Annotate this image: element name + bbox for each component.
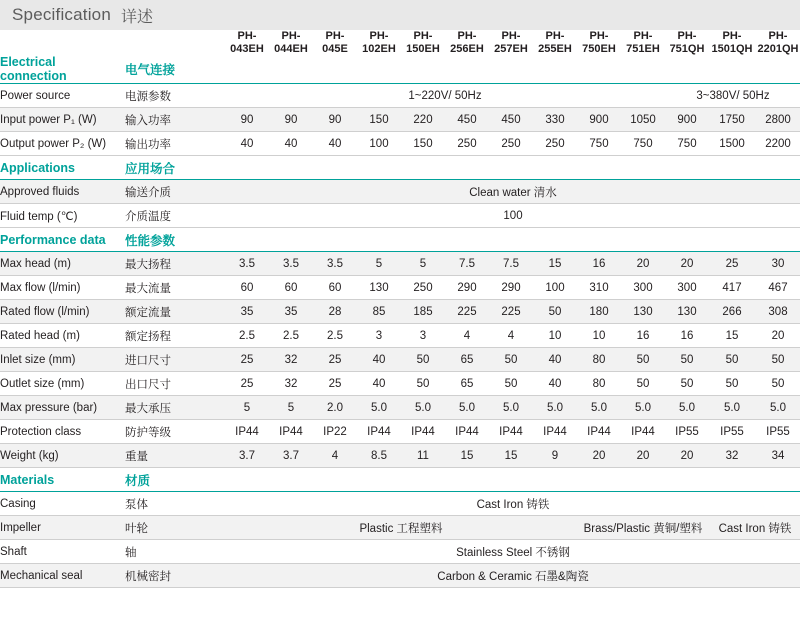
cell-value: 60 (225, 276, 269, 300)
cell-value: Plastic 工程塑料 (225, 516, 577, 540)
cell-value: 2.5 (225, 324, 269, 348)
row-max-pressure (0, 396, 800, 420)
row-label-en: Output power P₂ (W) (0, 132, 125, 156)
section-electrical-connection (0, 55, 800, 84)
section-label-en: Applications (0, 156, 125, 180)
model-header: PH-044EH (274, 30, 308, 55)
cell-value: 310 (577, 276, 621, 300)
cell-value: 250 (445, 132, 489, 156)
cell-value: 100 (357, 132, 401, 156)
row-label-cn: 轴 (125, 540, 225, 564)
cell-value: 5.0 (665, 396, 709, 420)
cell-value: 40 (357, 372, 401, 396)
cell-value: 450 (489, 108, 533, 132)
section-label-en: Performance data (0, 228, 125, 252)
section-fill (225, 55, 800, 84)
cell-value: 100 (225, 204, 800, 228)
row-label-en: Impeller (0, 516, 125, 540)
cell-value: 25 (313, 372, 357, 396)
row-inlet-size (0, 348, 800, 372)
model-header: PH-255EH (538, 30, 572, 55)
cell-value: 450 (445, 108, 489, 132)
cell-value: 2800 (755, 108, 800, 132)
cell-value: IP44 (489, 420, 533, 444)
row-label-en: Weight (kg) (0, 444, 125, 468)
cell-value: 290 (489, 276, 533, 300)
cell-value: 50 (621, 348, 665, 372)
section-applications (0, 156, 800, 180)
row-label-en: Rated head (m) (0, 324, 125, 348)
row-label-en: Mechanical seal (0, 564, 125, 588)
section-label-cn: 电气连接 (125, 55, 225, 84)
cell-value: 150 (401, 132, 445, 156)
row-fluid-temp (0, 204, 800, 228)
cell-value: 9 (533, 444, 577, 468)
title-bar (0, 0, 800, 30)
page-title-cn: 详述 (121, 8, 154, 26)
row-output-power (0, 132, 800, 156)
cell-value: 50 (489, 372, 533, 396)
cell-value: 25 (313, 348, 357, 372)
cell-value: IP55 (709, 420, 755, 444)
cell-value: 2.5 (313, 324, 357, 348)
cell-value: Cast Iron 铸铁 (709, 516, 800, 540)
cell-value: 15 (489, 444, 533, 468)
cell-value: 417 (709, 276, 755, 300)
cell-value: 50 (755, 348, 800, 372)
cell-value: 65 (445, 372, 489, 396)
row-label-cn: 泵体 (125, 492, 225, 516)
cell-value: 20 (621, 444, 665, 468)
cell-value: 15 (709, 324, 755, 348)
header-blank-cn (125, 30, 225, 55)
model-header-row (0, 30, 800, 55)
cell-value: 50 (665, 348, 709, 372)
cell-value: IP44 (577, 420, 621, 444)
row-label-cn: 电源参数 (125, 84, 225, 108)
cell-value: 290 (445, 276, 489, 300)
row-label-cn: 额定流量 (125, 300, 225, 324)
cell-value: 130 (357, 276, 401, 300)
cell-value: IP55 (755, 420, 800, 444)
row-label-en: Casing (0, 492, 125, 516)
cell-value: 100 (533, 276, 577, 300)
cell-value: 3.5 (269, 252, 313, 276)
cell-value: 34 (755, 444, 800, 468)
row-label-cn: 最大扬程 (125, 252, 225, 276)
row-label-en: Rated flow (l/min) (0, 300, 125, 324)
cell-value: 7.5 (489, 252, 533, 276)
cell-value: 40 (313, 132, 357, 156)
cell-value: 50 (401, 348, 445, 372)
model-header: PH-1501QH (711, 30, 753, 55)
row-label-cn: 输出功率 (125, 132, 225, 156)
row-impeller (0, 516, 800, 540)
cell-value: 330 (533, 108, 577, 132)
model-header: PH-750EH (582, 30, 616, 55)
cell-value: 11 (401, 444, 445, 468)
row-label-cn: 最大流量 (125, 276, 225, 300)
cell-value: 250 (489, 132, 533, 156)
cell-value: 16 (577, 252, 621, 276)
cell-value: IP44 (621, 420, 665, 444)
model-header: PH-043EH (230, 30, 264, 55)
cell-value: 40 (533, 348, 577, 372)
cell-value: 2200 (755, 132, 800, 156)
cell-value: 90 (225, 108, 269, 132)
cell-value: IP22 (313, 420, 357, 444)
row-shaft (0, 540, 800, 564)
cell-value: 5.0 (489, 396, 533, 420)
cell-value: 5.0 (755, 396, 800, 420)
cell-value: 80 (577, 348, 621, 372)
section-label-cn: 材质 (125, 468, 225, 492)
model-header: PH-256EH (450, 30, 484, 55)
cell-value: 25 (225, 348, 269, 372)
row-weight (0, 444, 800, 468)
row-label-cn: 输入功率 (125, 108, 225, 132)
cell-value: 5.0 (401, 396, 445, 420)
cell-value: 3.7 (269, 444, 313, 468)
cell-value: 60 (269, 276, 313, 300)
section-fill (225, 156, 800, 180)
cell-value: Carbon & Ceramic 石墨&陶瓷 (225, 564, 800, 588)
row-label-en: Shaft (0, 540, 125, 564)
row-approved-fluids (0, 180, 800, 204)
cell-value: 20 (577, 444, 621, 468)
cell-value: 20 (755, 324, 800, 348)
cell-value: 90 (269, 108, 313, 132)
cell-value: 900 (577, 108, 621, 132)
row-input-power (0, 108, 800, 132)
model-header: PH-045E (322, 30, 348, 55)
cell-value: 5 (357, 252, 401, 276)
cell-value: 40 (225, 132, 269, 156)
cell-value: 3~380V/ 50Hz (665, 84, 800, 108)
section-fill (225, 468, 800, 492)
cell-value: 85 (357, 300, 401, 324)
cell-value: Cast Iron 铸铁 (225, 492, 800, 516)
cell-value: 308 (755, 300, 800, 324)
row-label-cn: 输送介质 (125, 180, 225, 204)
cell-value: 30 (755, 252, 800, 276)
cell-value: 50 (755, 372, 800, 396)
cell-value: 1500 (709, 132, 755, 156)
cell-value: 32 (709, 444, 755, 468)
cell-value: 35 (225, 300, 269, 324)
section-label-en: Materials (0, 468, 125, 492)
cell-value: 5.0 (445, 396, 489, 420)
cell-value: 20 (665, 444, 709, 468)
cell-value: 10 (577, 324, 621, 348)
row-label-en: Max flow (l/min) (0, 276, 125, 300)
cell-value: 15 (445, 444, 489, 468)
cell-value: 5 (269, 396, 313, 420)
cell-value: 65 (445, 348, 489, 372)
cell-value: 3 (357, 324, 401, 348)
cell-value: 5.0 (577, 396, 621, 420)
cell-value: 28 (313, 300, 357, 324)
cell-value: 40 (533, 372, 577, 396)
cell-value: 3.5 (225, 252, 269, 276)
cell-value: 32 (269, 372, 313, 396)
cell-value: Stainless Steel 不锈钢 (225, 540, 800, 564)
cell-value: 20 (665, 252, 709, 276)
row-label-cn: 进口尺寸 (125, 348, 225, 372)
section-fill (225, 228, 800, 252)
cell-value: 1~220V/ 50Hz (225, 84, 665, 108)
cell-value: 300 (621, 276, 665, 300)
page-title-en: Specification (12, 5, 111, 24)
cell-value: 180 (577, 300, 621, 324)
row-protection-class (0, 420, 800, 444)
cell-value: 5 (401, 252, 445, 276)
row-mechanical-seal (0, 564, 800, 588)
row-label-cn: 最大承压 (125, 396, 225, 420)
cell-value: 50 (621, 372, 665, 396)
model-header: PH-102EH (362, 30, 396, 55)
cell-value: 90 (313, 108, 357, 132)
cell-value: 250 (401, 276, 445, 300)
model-header: PH-257EH (494, 30, 528, 55)
row-label-cn: 重量 (125, 444, 225, 468)
cell-value: 750 (621, 132, 665, 156)
cell-value: 35 (269, 300, 313, 324)
cell-value: IP44 (225, 420, 269, 444)
row-rated-flow (0, 300, 800, 324)
model-header: PH-2201QH (757, 30, 799, 55)
cell-value: 4 (445, 324, 489, 348)
cell-value: 25 (709, 252, 755, 276)
section-materials (0, 468, 800, 492)
cell-value: IP55 (665, 420, 709, 444)
row-casing (0, 492, 800, 516)
model-header: PH-751EH (626, 30, 660, 55)
row-label-en: Outlet size (mm) (0, 372, 125, 396)
cell-value: 80 (577, 372, 621, 396)
row-power-source (0, 84, 800, 108)
cell-value: 225 (445, 300, 489, 324)
cell-value: 50 (709, 348, 755, 372)
cell-value: 225 (489, 300, 533, 324)
cell-value: IP44 (445, 420, 489, 444)
row-label-cn: 防护等级 (125, 420, 225, 444)
cell-value: 185 (401, 300, 445, 324)
cell-value: 20 (621, 252, 665, 276)
row-label-cn: 机械密封 (125, 564, 225, 588)
cell-value: 50 (401, 372, 445, 396)
cell-value: 750 (577, 132, 621, 156)
cell-value: 5.0 (709, 396, 755, 420)
cell-value: 7.5 (445, 252, 489, 276)
section-label-en: Electrical connection (0, 55, 125, 84)
section-performance-data (0, 228, 800, 252)
cell-value: 220 (401, 108, 445, 132)
cell-value: Clean water 清水 (225, 180, 800, 204)
cell-value: IP44 (533, 420, 577, 444)
cell-value: IP44 (357, 420, 401, 444)
cell-value: 32 (269, 348, 313, 372)
cell-value: 300 (665, 276, 709, 300)
cell-value: 5 (225, 396, 269, 420)
section-label-cn: 应用场合 (125, 156, 225, 180)
row-label-en: Max head (m) (0, 252, 125, 276)
cell-value: 16 (621, 324, 665, 348)
row-label-cn: 叶轮 (125, 516, 225, 540)
cell-value: 130 (621, 300, 665, 324)
row-label-en: Power source (0, 84, 125, 108)
cell-value: 50 (665, 372, 709, 396)
cell-value: 150 (357, 108, 401, 132)
cell-value: 16 (665, 324, 709, 348)
specification-table (0, 30, 800, 588)
cell-value: 15 (533, 252, 577, 276)
cell-value: 1750 (709, 108, 755, 132)
cell-value: 25 (225, 372, 269, 396)
cell-value: 900 (665, 108, 709, 132)
row-label-en: Inlet size (mm) (0, 348, 125, 372)
row-label-cn: 出口尺寸 (125, 372, 225, 396)
cell-value: IP44 (269, 420, 313, 444)
cell-value: 130 (665, 300, 709, 324)
cell-value: 50 (533, 300, 577, 324)
cell-value: 467 (755, 276, 800, 300)
row-max-head (0, 252, 800, 276)
cell-value: 5.0 (533, 396, 577, 420)
cell-value: Brass/Plastic 黄铜/塑料 (577, 516, 709, 540)
cell-value: 5.0 (357, 396, 401, 420)
cell-value: 1050 (621, 108, 665, 132)
cell-value: 50 (709, 372, 755, 396)
row-label-cn: 额定扬程 (125, 324, 225, 348)
cell-value: 2.0 (313, 396, 357, 420)
cell-value: IP44 (401, 420, 445, 444)
cell-value: 10 (533, 324, 577, 348)
cell-value: 266 (709, 300, 755, 324)
cell-value: 2.5 (269, 324, 313, 348)
cell-value: 250 (533, 132, 577, 156)
cell-value: 750 (665, 132, 709, 156)
row-rated-head (0, 324, 800, 348)
cell-value: 4 (313, 444, 357, 468)
row-outlet-size (0, 372, 800, 396)
cell-value: 5.0 (621, 396, 665, 420)
cell-value: 3.7 (225, 444, 269, 468)
cell-value: 3 (401, 324, 445, 348)
row-label-cn: 介质温度 (125, 204, 225, 228)
cell-value: 60 (313, 276, 357, 300)
model-header: PH-751QH (669, 30, 705, 55)
row-max-flow (0, 276, 800, 300)
section-label-cn: 性能参数 (125, 228, 225, 252)
row-label-en: Approved fluids (0, 180, 125, 204)
cell-value: 40 (269, 132, 313, 156)
header-blank-en (0, 30, 125, 55)
row-label-en: Protection class (0, 420, 125, 444)
cell-value: 4 (489, 324, 533, 348)
cell-value: 8.5 (357, 444, 401, 468)
cell-value: 50 (489, 348, 533, 372)
row-label-en: Fluid temp (℃) (0, 204, 125, 228)
cell-value: 3.5 (313, 252, 357, 276)
row-label-en: Input power P₁ (W) (0, 108, 125, 132)
cell-value: 40 (357, 348, 401, 372)
model-header: PH-150EH (406, 30, 440, 55)
row-label-en: Max pressure (bar) (0, 396, 125, 420)
